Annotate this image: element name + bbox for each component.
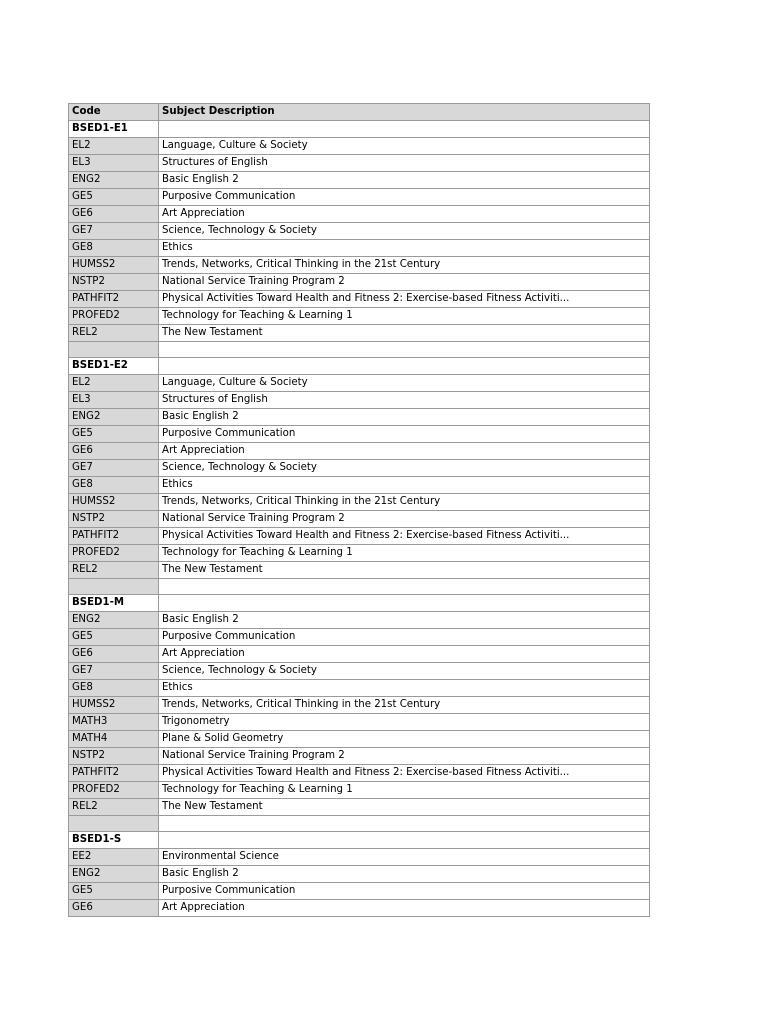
subject-description-cell: Trends, Networks, Critical Thinking in the 21st Century — [159, 257, 650, 274]
subject-table — [68, 103, 650, 917]
section-header-row — [69, 358, 650, 375]
subject-description-cell: National Service Training Program 2 — [159, 511, 650, 528]
subject-code-cell: EL3 — [69, 392, 159, 409]
subject-code-cell: GE5 — [69, 426, 159, 443]
subject-code-cell: GE5 — [69, 189, 159, 206]
subject-code-cell: GE7 — [69, 223, 159, 240]
subject-code-cell: REL2 — [69, 325, 159, 342]
table-row — [69, 646, 650, 663]
table-row — [69, 765, 650, 782]
subject-code-cell: GE6 — [69, 646, 159, 663]
table-row — [69, 138, 650, 155]
subject-description-cell: Art Appreciation — [159, 900, 650, 917]
subject-description-cell: Basic English 2 — [159, 409, 650, 426]
table-row — [69, 511, 650, 528]
blank-row — [69, 342, 650, 358]
subject-description-cell: Structures of English — [159, 392, 650, 409]
subject-code-cell: ENG2 — [69, 612, 159, 629]
subject-code-cell: REL2 — [69, 799, 159, 816]
subject-description-cell: Purposive Communication — [159, 426, 650, 443]
subject-description-cell: Purposive Communication — [159, 629, 650, 646]
table-row — [69, 697, 650, 714]
subject-code-cell: GE8 — [69, 680, 159, 697]
table-row — [69, 545, 650, 562]
subject-code-cell: ENG2 — [69, 866, 159, 883]
table-row — [69, 172, 650, 189]
subject-code-cell: PROFED2 — [69, 308, 159, 325]
subject-description-cell: Physical Activities Toward Health and Fitness 2: Exercise-based Fitness Activiti... — [159, 291, 650, 308]
subject-code-cell: GE8 — [69, 240, 159, 257]
table-row — [69, 409, 650, 426]
table-row — [69, 189, 650, 206]
subject-code-cell: GE7 — [69, 460, 159, 477]
section-code-cell: BSED1-E2 — [69, 358, 159, 375]
subject-description-cell: Art Appreciation — [159, 443, 650, 460]
subject-description-cell: Purposive Communication — [159, 189, 650, 206]
subject-code-cell: NSTP2 — [69, 511, 159, 528]
subject-description-cell: Ethics — [159, 240, 650, 257]
subject-description-cell: Science, Technology & Society — [159, 460, 650, 477]
subject-code-cell — [69, 342, 159, 358]
subject-code-cell: EL2 — [69, 375, 159, 392]
table-row — [69, 325, 650, 342]
table-row — [69, 799, 650, 816]
subject-description-cell: Technology for Teaching & Learning 1 — [159, 782, 650, 799]
subject-code-cell: MATH3 — [69, 714, 159, 731]
subject-code-cell: EE2 — [69, 849, 159, 866]
subject-description-cell: Basic English 2 — [159, 866, 650, 883]
blank-row — [69, 579, 650, 595]
subject-code-cell: PATHFIT2 — [69, 765, 159, 782]
subject-code-cell: GE6 — [69, 900, 159, 917]
table-row — [69, 663, 650, 680]
table-row — [69, 680, 650, 697]
table-row — [69, 731, 650, 748]
table-row — [69, 308, 650, 325]
table-row — [69, 494, 650, 511]
subject-code-cell: PATHFIT2 — [69, 528, 159, 545]
subject-description-cell: Structures of English — [159, 155, 650, 172]
blank-row — [69, 816, 650, 832]
subject-code-cell — [69, 579, 159, 595]
subject-code-cell: HUMSS2 — [69, 494, 159, 511]
description-column-header: Subject Description — [159, 104, 650, 121]
table-row — [69, 392, 650, 409]
table-row — [69, 206, 650, 223]
table-row — [69, 375, 650, 392]
subject-code-cell: GE6 — [69, 443, 159, 460]
subject-description-cell — [159, 121, 650, 138]
table-row — [69, 782, 650, 799]
subject-description-cell — [159, 816, 650, 832]
table-row — [69, 223, 650, 240]
subject-description-cell: National Service Training Program 2 — [159, 748, 650, 765]
subject-code-cell: ENG2 — [69, 172, 159, 189]
code-column-header: Code — [69, 104, 159, 121]
table-row — [69, 562, 650, 579]
table-body — [69, 121, 650, 917]
subject-description-cell — [159, 595, 650, 612]
subject-code-cell: NSTP2 — [69, 748, 159, 765]
subject-code-cell: ENG2 — [69, 409, 159, 426]
subject-code-cell: NSTP2 — [69, 274, 159, 291]
subject-description-cell: Trends, Networks, Critical Thinking in the 21st Century — [159, 494, 650, 511]
subject-description-cell — [159, 342, 650, 358]
subject-description-cell: Trigonometry — [159, 714, 650, 731]
table-row — [69, 714, 650, 731]
subject-description-cell: Science, Technology & Society — [159, 223, 650, 240]
subject-code-cell — [69, 816, 159, 832]
table-row — [69, 612, 650, 629]
table-row — [69, 900, 650, 917]
subject-description-cell: National Service Training Program 2 — [159, 274, 650, 291]
subject-code-cell: EL2 — [69, 138, 159, 155]
table-row — [69, 866, 650, 883]
table-row — [69, 849, 650, 866]
subject-description-cell — [159, 832, 650, 849]
table-row — [69, 274, 650, 291]
subject-description-cell — [159, 358, 650, 375]
subject-description-cell: Ethics — [159, 477, 650, 494]
subject-code-cell: PATHFIT2 — [69, 291, 159, 308]
subject-description-cell: Basic English 2 — [159, 612, 650, 629]
subject-description-cell — [159, 579, 650, 595]
subject-description-cell: Purposive Communication — [159, 883, 650, 900]
subject-description-cell: Language, Culture & Society — [159, 138, 650, 155]
table-row — [69, 629, 650, 646]
subject-code-cell: HUMSS2 — [69, 697, 159, 714]
table-row — [69, 748, 650, 765]
subject-description-cell: Physical Activities Toward Health and Fitness 2: Exercise-based Fitness Activiti... — [159, 765, 650, 782]
section-code-cell: BSED1-S — [69, 832, 159, 849]
subject-code-cell: PROFED2 — [69, 545, 159, 562]
subject-description-cell: The New Testament — [159, 799, 650, 816]
subject-description-cell: Environmental Science — [159, 849, 650, 866]
table-row — [69, 426, 650, 443]
subject-description-cell: Ethics — [159, 680, 650, 697]
subject-description-cell: Science, Technology & Society — [159, 663, 650, 680]
subject-code-cell: PROFED2 — [69, 782, 159, 799]
table-row — [69, 883, 650, 900]
subject-description-cell: Physical Activities Toward Health and Fitness 2: Exercise-based Fitness Activiti... — [159, 528, 650, 545]
section-header-row — [69, 121, 650, 138]
subject-description-cell: Trends, Networks, Critical Thinking in the 21st Century — [159, 697, 650, 714]
subject-code-cell: GE8 — [69, 477, 159, 494]
section-code-cell: BSED1-E1 — [69, 121, 159, 138]
section-header-row — [69, 595, 650, 612]
subject-description-cell: The New Testament — [159, 325, 650, 342]
subject-code-cell: GE5 — [69, 883, 159, 900]
subject-code-cell: HUMSS2 — [69, 257, 159, 274]
subject-code-cell: GE7 — [69, 663, 159, 680]
table-header-row — [69, 104, 650, 121]
subject-description-cell: Technology for Teaching & Learning 1 — [159, 545, 650, 562]
table-row — [69, 240, 650, 257]
subject-description-cell: Plane & Solid Geometry — [159, 731, 650, 748]
table-row — [69, 443, 650, 460]
table-row — [69, 528, 650, 545]
table-row — [69, 460, 650, 477]
subject-description-cell: Art Appreciation — [159, 646, 650, 663]
subject-description-cell: Basic English 2 — [159, 172, 650, 189]
subject-description-cell: Art Appreciation — [159, 206, 650, 223]
subject-code-cell: REL2 — [69, 562, 159, 579]
section-code-cell: BSED1-M — [69, 595, 159, 612]
subject-description-cell: Technology for Teaching & Learning 1 — [159, 308, 650, 325]
table-row — [69, 257, 650, 274]
subject-description-cell: The New Testament — [159, 562, 650, 579]
table-row — [69, 155, 650, 172]
table-row — [69, 291, 650, 308]
section-header-row — [69, 832, 650, 849]
subject-code-cell: MATH4 — [69, 731, 159, 748]
table-row — [69, 477, 650, 494]
subject-code-cell: EL3 — [69, 155, 159, 172]
subject-description-cell: Language, Culture & Society — [159, 375, 650, 392]
subject-code-cell: GE5 — [69, 629, 159, 646]
subject-code-cell: GE6 — [69, 206, 159, 223]
